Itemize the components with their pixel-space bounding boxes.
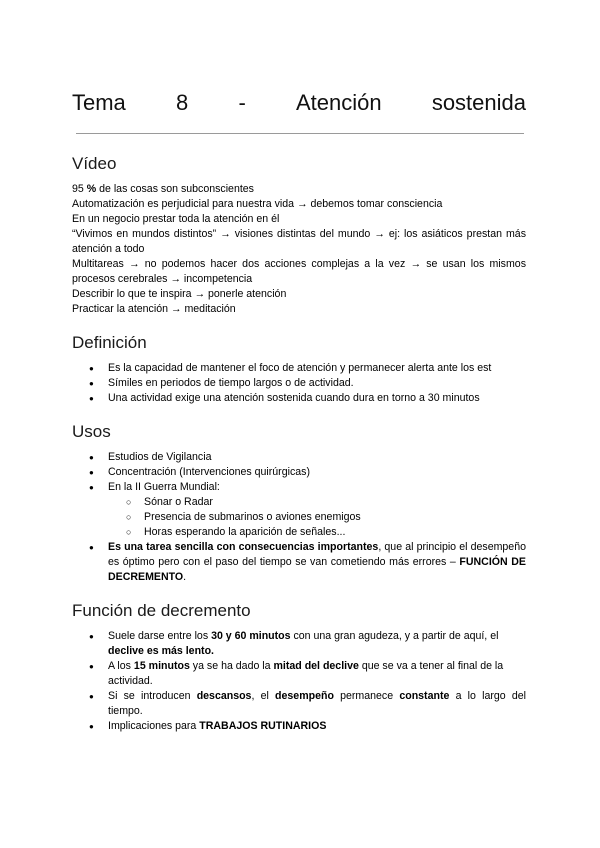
section-heading: Vídeo xyxy=(72,154,117,173)
section-heading: Definición xyxy=(72,333,147,352)
paragraph-line: Multitareas → no podemos hacer dos acciones complejas a la vez → se usan los mismos procesos cerebrales → incompetencia xyxy=(72,258,526,285)
bullet-list xyxy=(72,629,526,734)
section-decremento xyxy=(72,599,526,734)
list-item: ● En la II Guerra Mundial: xyxy=(72,480,526,495)
list-item: ● Es una tarea sencilla con consecuencias importantes, que al principio el desempeño es óptimo pero con el paso del tiempo se van cometiendo más errores – FUNCIÓN DE DECREMENTO. xyxy=(72,540,526,585)
document-body xyxy=(72,152,526,748)
list-item: ● Es la capacidad de mantener el foco de atención y permanecer alerta ante los est xyxy=(72,361,526,376)
list-item: ● A los 15 minutos ya se ha dado la mitad del declive que se va a tener al final de la actividad. xyxy=(72,659,526,689)
section-usos xyxy=(72,420,526,585)
bullet-list xyxy=(72,361,526,406)
paragraph-line: Practicar la atención → meditación xyxy=(72,303,236,315)
title-word: Atención xyxy=(295,90,382,115)
section-definicion xyxy=(72,331,526,406)
list-item: ● Si se introducen descansos, el desempeño permanece constante a lo largo del tiempo. xyxy=(72,689,526,719)
sub-list-item: ○ Presencia de submarinos o aviones enemigos xyxy=(72,510,526,525)
title-word: - xyxy=(238,90,246,115)
section-heading: Función de decremento xyxy=(72,601,251,620)
sub-list-item: ○ Sónar o Radar xyxy=(72,495,526,510)
sub-list-item: ○ Horas esperando la aparición de señales... xyxy=(72,525,526,540)
page-title xyxy=(72,90,526,116)
title-word: Tema xyxy=(72,90,126,115)
list-item: ● Símiles en periodos de tiempo largos o de actividad. xyxy=(72,376,526,391)
title-word: sostenida xyxy=(431,90,526,115)
list-item: ● Concentración (Intervenciones quirúrgicas) xyxy=(72,465,526,480)
paragraph-line: 95 % de las cosas son subconscientes xyxy=(72,183,254,195)
paragraph-line: “Vivimos en mundos distintos” → visiones distintas del mundo → ej: los asiáticos prestan más atención a todo xyxy=(72,228,526,255)
section-video xyxy=(72,152,526,317)
title-word: 8 xyxy=(176,90,189,115)
list-item: ● Una actividad exige una atención sostenida cuando dura en torno a 30 minutos xyxy=(72,391,526,406)
paragraph-line: En un negocio prestar toda la atención en él xyxy=(72,213,280,225)
bullet-list xyxy=(72,450,526,585)
paragraph-line: Describir lo que te inspira → ponerle atención xyxy=(72,288,287,300)
list-item: ● Implicaciones para TRABAJOS RUTINARIOS xyxy=(72,719,526,734)
section-heading: Usos xyxy=(72,422,111,441)
list-item: ● Suele darse entre los 30 y 60 minutos con una gran agudeza, y a partir de aquí, el declive es más lento. xyxy=(72,629,526,659)
title-divider xyxy=(76,133,524,134)
paragraph-line: Automatización es perjudicial para nuestra vida → debemos tomar consciencia xyxy=(72,198,443,210)
list-item: ● Estudios de Vigilancia xyxy=(72,450,526,465)
